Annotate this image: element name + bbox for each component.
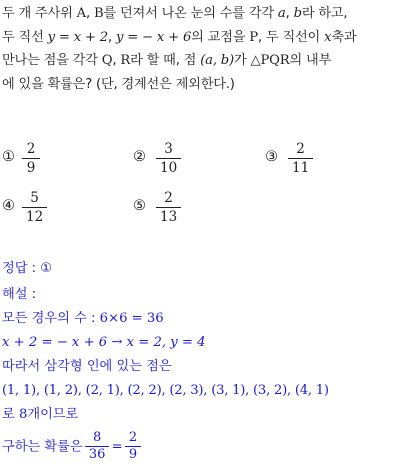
numerator: 2 xyxy=(296,141,305,157)
dice-b-label: B xyxy=(93,6,104,21)
q-text: , xyxy=(86,6,94,21)
numerator: 8 xyxy=(92,430,102,445)
denominator: 9 xyxy=(128,447,138,462)
denominator: 10 xyxy=(160,160,178,176)
question-text xyxy=(2,2,398,96)
point-q: Q xyxy=(101,53,113,68)
choice-fraction xyxy=(24,140,38,177)
count-suffix: 개이므로 xyxy=(27,407,79,422)
denominator: 13 xyxy=(160,209,178,225)
q-text: 두 직선 xyxy=(2,29,48,45)
count-prefix: 로 xyxy=(2,407,19,422)
question-line-4 xyxy=(2,73,398,97)
q-text: 의 내부 xyxy=(289,53,332,68)
equals-sign: = xyxy=(107,439,127,455)
question-line-1 xyxy=(2,2,398,26)
q-text: 라 하고, xyxy=(301,6,348,21)
denominator: 11 xyxy=(292,160,310,176)
point-ab: (a, b) xyxy=(200,53,234,68)
var-b: b xyxy=(293,6,302,21)
choice-mark: ⑤ xyxy=(133,198,146,214)
intersection-equation: x + 2 = − x + 6 → x = 2, y = 4 xyxy=(2,335,206,350)
choice-fraction xyxy=(290,140,311,177)
choice-mark: ① xyxy=(2,149,15,165)
solution-cases xyxy=(2,309,164,329)
solution-inside-label xyxy=(2,357,172,377)
explain-text: 해설 : xyxy=(2,287,37,302)
line-equation-2: y = − x + 6 xyxy=(115,29,192,45)
question-line-3 xyxy=(2,49,398,73)
q-text: 가 xyxy=(234,53,251,68)
choice-mark: ③ xyxy=(265,149,278,165)
numerator: 2 xyxy=(128,430,138,445)
inside-label: 따라서 삼각형 인에 있는 점은 xyxy=(2,359,172,374)
triangle-pqr: △PQR xyxy=(250,53,290,68)
q-text: , xyxy=(107,29,116,45)
choice-fraction xyxy=(24,189,45,226)
probability-result-fraction xyxy=(127,430,139,463)
solution-equation xyxy=(2,333,206,353)
numerator: 2 xyxy=(164,190,173,206)
choice-fraction xyxy=(158,140,179,177)
probability-fraction xyxy=(87,430,108,463)
denominator: 9 xyxy=(26,160,36,176)
choice-mark: ② xyxy=(133,149,146,165)
q-text: 라 할 때, 점 xyxy=(130,53,201,68)
choice-fraction xyxy=(158,189,179,226)
line-equation-1: y = x + 2 xyxy=(47,29,108,45)
numerator: 3 xyxy=(164,141,173,157)
q-text: , xyxy=(112,53,121,68)
solution-points xyxy=(2,381,329,401)
numerator: 5 xyxy=(30,190,39,206)
denominator: 36 xyxy=(88,447,106,462)
solution-explain-label xyxy=(2,285,36,305)
solution-answer xyxy=(2,259,52,279)
probability-label: 구하는 확률은 xyxy=(2,439,87,455)
q-text: 만나는 점을 각각 xyxy=(2,53,102,68)
q-text: 두 개 주사위 xyxy=(2,6,77,21)
numerator: 2 xyxy=(26,141,36,157)
denominator: 12 xyxy=(26,209,44,225)
cases-label: 모든 경우의 수 : xyxy=(2,311,100,326)
question-line-2 xyxy=(2,26,398,50)
point-r: R xyxy=(120,53,131,68)
q-text: , xyxy=(285,6,294,21)
solution-probability xyxy=(2,430,139,465)
point-p: P xyxy=(249,29,258,45)
q-text: 축과 xyxy=(331,29,357,45)
count-number: 8 xyxy=(18,407,28,422)
q-text: 에 있을 확률은? (단, 경계선은 제외한다.) xyxy=(2,76,235,92)
solution-count xyxy=(2,405,78,425)
q-text: 의 교점을 xyxy=(191,29,250,45)
cases-expression: 6×6 = 36 xyxy=(99,311,164,326)
q-text: 를 던져서 나온 눈의 수를 각각 xyxy=(103,6,278,21)
points-list: (1, 1), (1, 2), (2, 1), (2, 2), (2, 3), (3, 1), (3, 2), (4, 1) xyxy=(2,383,329,398)
var-a: a xyxy=(277,6,286,21)
answer-text: 정답 : ① xyxy=(2,261,53,276)
choice-mark: ④ xyxy=(2,198,15,214)
var-x: x xyxy=(324,29,332,45)
dice-a-label: A xyxy=(76,6,86,21)
q-text: , 두 직선이 xyxy=(257,29,325,45)
